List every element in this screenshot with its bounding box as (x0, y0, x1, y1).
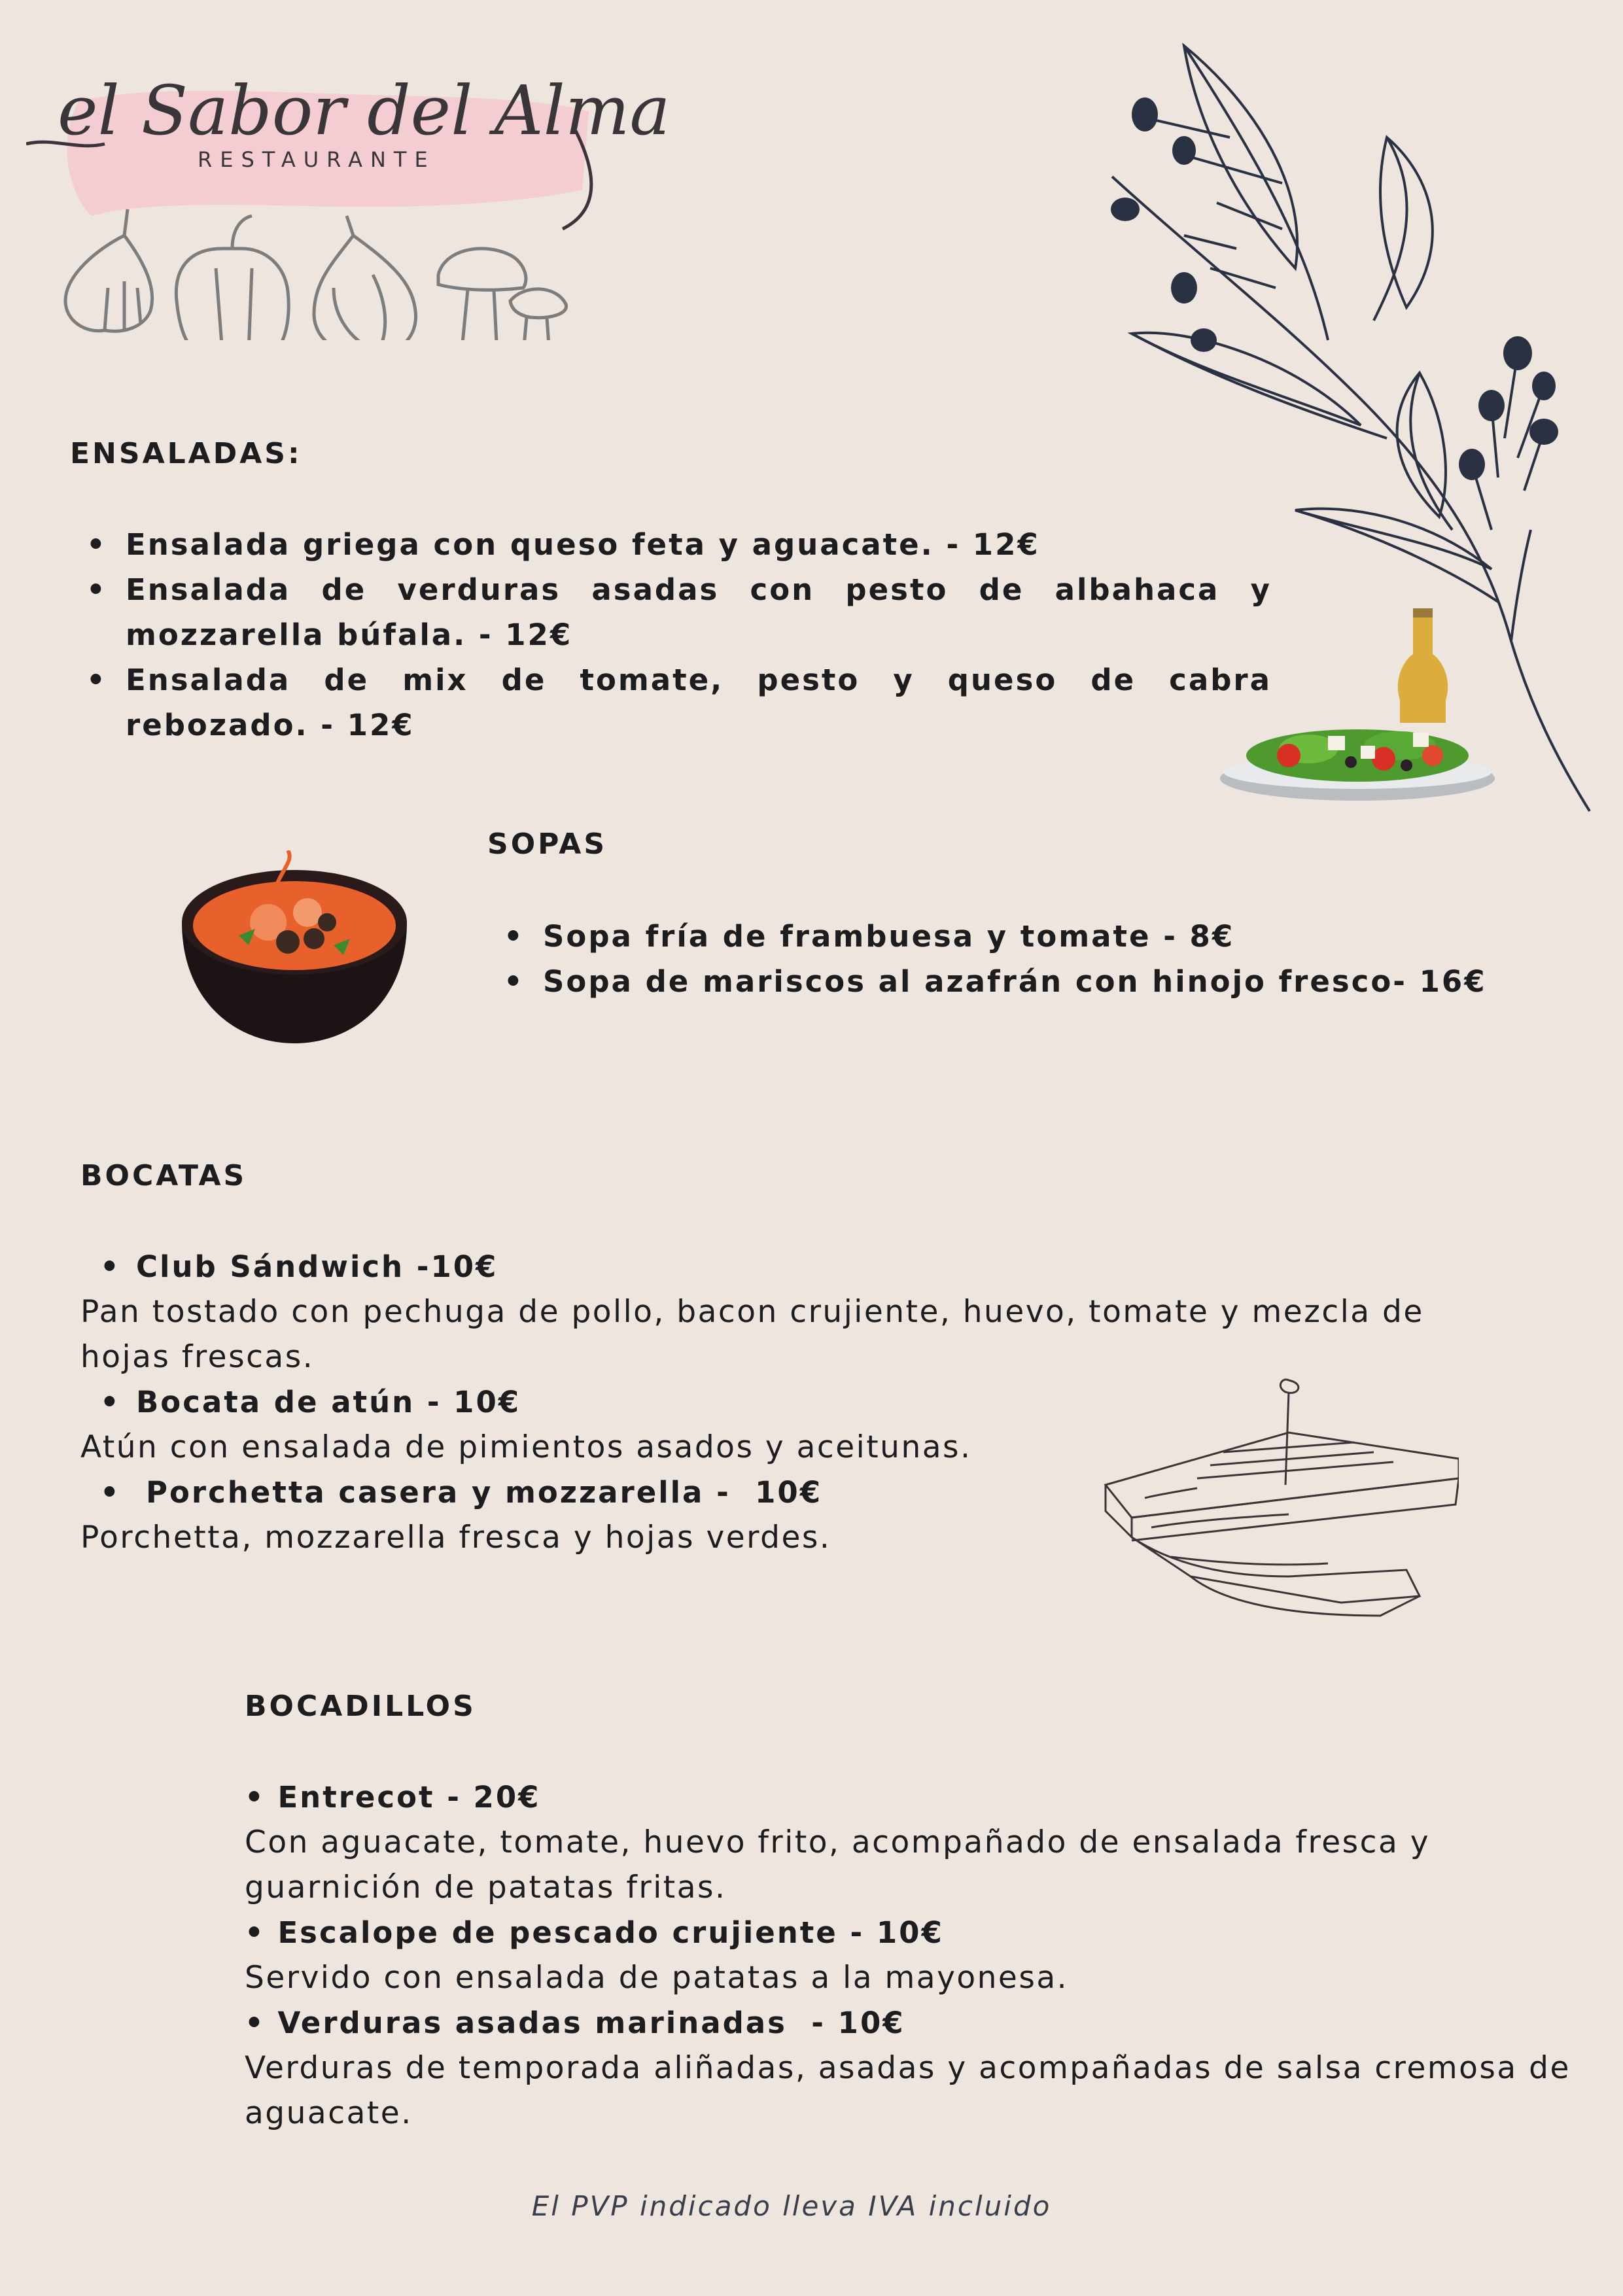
logo-subtitle: RESTAURANTE (198, 147, 436, 172)
list-item: • Sopa fría de frambuesa y tomate - 8€ (543, 914, 1492, 959)
section-title-bocadillos: BOCADILLOS (245, 1690, 476, 1723)
sopas-list (543, 914, 1492, 1004)
footer-vat-note: El PVP indicado lleva IVA incluido (531, 2190, 1052, 2222)
list-item: • Ensalada de verduras asadas con pesto de albahaca y mozzarella búfala. - 12€ (126, 567, 1272, 657)
logo-name: el Sabor del Alma (58, 71, 671, 150)
ensaladas-list (126, 522, 1272, 748)
item-name: Club Sándwich -10€ (136, 1249, 498, 1284)
section-title-sopas: SOPAS (487, 827, 608, 861)
item-description: Verduras de temporada aliñadas, asadas y acompañadas de salsa cremosa de aguacate. (245, 2050, 1571, 2131)
item-description: Servido con ensalada de patatas a la mayonesa. (245, 1960, 1069, 1996)
list-item: • Ensalada griega con queso feta y aguacate. - 12€ (126, 522, 1272, 567)
item-description: Atún con ensalada de pimientos asados y aceitunas. (80, 1429, 972, 1465)
item-name: Entrecot - 20€ (277, 1780, 541, 1815)
list-item-title: • Verduras asadas marinadas - 10€ (245, 2006, 905, 2040)
item-description: Porchetta, mozzarella fresca y hojas verdes. (80, 1520, 831, 1556)
item-name: Verduras asadas marinadas - 10€ (277, 2006, 905, 2040)
bocadillos-list (245, 1775, 1573, 2136)
item-description: Con aguacate, tomate, huevo frito, acompañado de ensalada fresca y guarnición de patatas fritas. (245, 1824, 1431, 1905)
vegetables-logo-icon (26, 170, 602, 340)
list-item-title: • Bocata de atún - 10€ (100, 1385, 521, 1419)
item-name: Escalope de pescado crujiente - 10€ (277, 1915, 944, 1950)
list-item-title: • Escalope de pescado crujiente - 10€ (245, 1915, 944, 1950)
item-name: Bocata de atún - 10€ (136, 1385, 521, 1419)
list-item: • Ensalada de mix de tomate, pesto y queso de cabra rebozado. - 12€ (126, 657, 1272, 748)
restaurant-logo (26, 39, 671, 340)
section-title-bocatas: BOCATAS (80, 1159, 247, 1192)
salad-plate-icon (1217, 608, 1505, 831)
list-item-title: • Club Sándwich -10€ (100, 1249, 498, 1284)
sandwich-icon (1092, 1367, 1459, 1629)
item-description: Pan tostado con pechuga de pollo, bacon crujiente, huevo, tomate y mezcla de hojas frescas. (80, 1294, 1424, 1375)
list-item-title: • Porchetta casera y mozzarella - 10€ (100, 1475, 823, 1510)
list-item: • Sopa de mariscos al azafrán con hinojo fresco- 16€ (543, 959, 1492, 1004)
list-item-title: • Entrecot - 20€ (245, 1780, 541, 1815)
soup-bowl-icon (177, 850, 412, 1047)
item-name: Porchetta casera y mozzarella - 10€ (146, 1475, 823, 1510)
section-title-ensaladas: ENSALADAS: (70, 437, 302, 470)
